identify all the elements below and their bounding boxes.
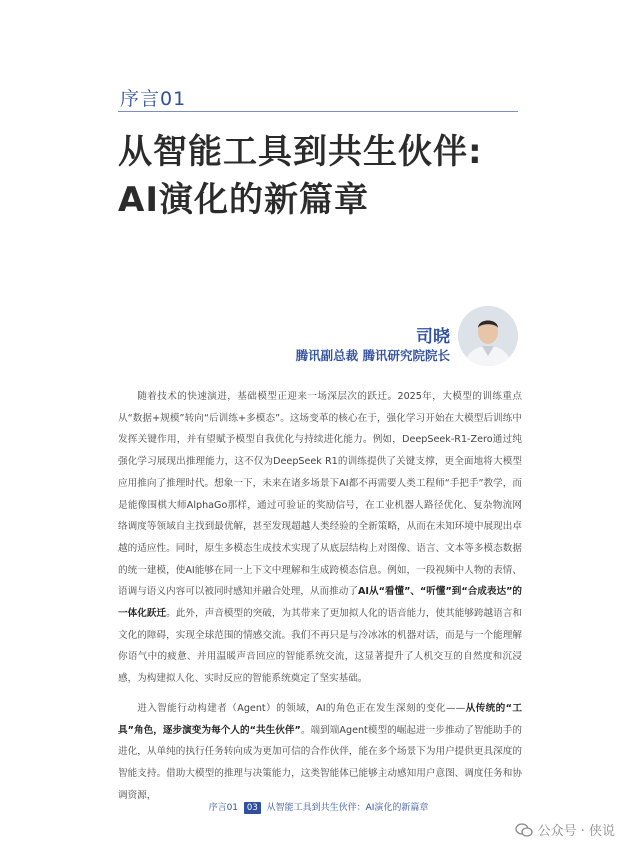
wechat-icon bbox=[515, 823, 533, 837]
paragraph-2-text-a: 进入智能行动构建者（Agent）的领域，AI的角色正在发生深刻的变化—— bbox=[137, 702, 466, 714]
footer-title: 从智能工具到共生伙伴：AI演化的新篇章 bbox=[266, 803, 429, 813]
paragraph-1-text-b: 。此外，声音模型的突破，为其带来了更加拟人化的语音能力，使其能够跨越语言和文化的障碍，实现全球范围的情感交流。我们不再只是与冷冰冰的机器对话，而是与一个能理解你语气中的疲惫、并用温暖声音回应的智能系统交流，这显著提升了人机交互的自然度和沉浸感，为构建拟人化、实时反应的智能系统奠定了坚实基础。 bbox=[118, 608, 523, 685]
person-icon bbox=[458, 306, 518, 366]
author-avatar bbox=[458, 306, 518, 366]
body-text bbox=[118, 386, 522, 806]
paragraph-2-text-b: 。端到端Agent模型的崛起进一步推动了智能助手的进化，从单纯的执行任务转向成为更加可信的合作伙伴，能在多个场景下为用户提供更具深度的智能支持。借助大模型的推理与决策能力，这类智能体已能够主动感知用户意图、调度任务和协调资源， bbox=[118, 724, 522, 801]
paragraph-2-emphasis: 从传统的“工具”角色，逐步演变为每个人的“共生伙伴” bbox=[118, 702, 522, 736]
title-line-1: 从智能工具到共生伙伴: bbox=[118, 132, 483, 172]
watermark bbox=[515, 820, 615, 839]
page-footer bbox=[0, 800, 637, 814]
paragraph-1 bbox=[118, 386, 522, 690]
author-name: 司晓 bbox=[416, 327, 450, 347]
paragraph-1-emphasis: AI从“看懂”、“听懂”到“合成表达”的一体化跃迁 bbox=[118, 586, 523, 620]
page-title bbox=[118, 128, 483, 224]
title-line-2: AI演化的新篇章 bbox=[118, 180, 369, 220]
footer-section: 序言01 bbox=[208, 803, 239, 813]
paragraph-2 bbox=[118, 698, 522, 807]
section-label: 序言01 bbox=[120, 88, 187, 110]
title-divider bbox=[118, 111, 518, 112]
watermark-text: 公众号 · 侠说 bbox=[537, 824, 615, 839]
author-role: 腾讯副总裁 腾讯研究院院长 bbox=[295, 348, 450, 363]
paragraph-1-text-a: 随着技术的快速演进，基础模型正迎来一场深层次的跃迁。2025年，大模型的训练重点从“数据+规模”转向“后训练+多模态”。这场变革的核心在于，强化学习开始在大模型后训练中发挥关键作用，并有望赋予模型自我优化与持续进化能力。例如，DeepSeek-R1-Zero通过纯强化学习展现出推理能力，这不仅为DeepSeek R1的训练提供了关键支撑，更全面地将大模型应用推向了推理时代。想象一下，未来在诸多场景下AI都不再需要人类工程师“手把手”教学，而是能像围棋大师AlphaGo那样，通过可验证的奖励信号，在工业机器人路径优化、复杂物流网络调度等领域自主找到最优解，甚至发现超越人类经验的全新策略，从而在未知环境中展现出卓越的适应性。同时，原生多模态生成技术实现了从底层结构上对图像、语言、文本等多模态数据的统一建模，使AI能够在同一上下文中理解和生成跨模态信息。例如，一段视频中人物的表情、语调与语义内容可以被同时感知并融合处理，从而推动了 bbox=[118, 391, 522, 598]
page-number: 03 bbox=[244, 802, 261, 814]
